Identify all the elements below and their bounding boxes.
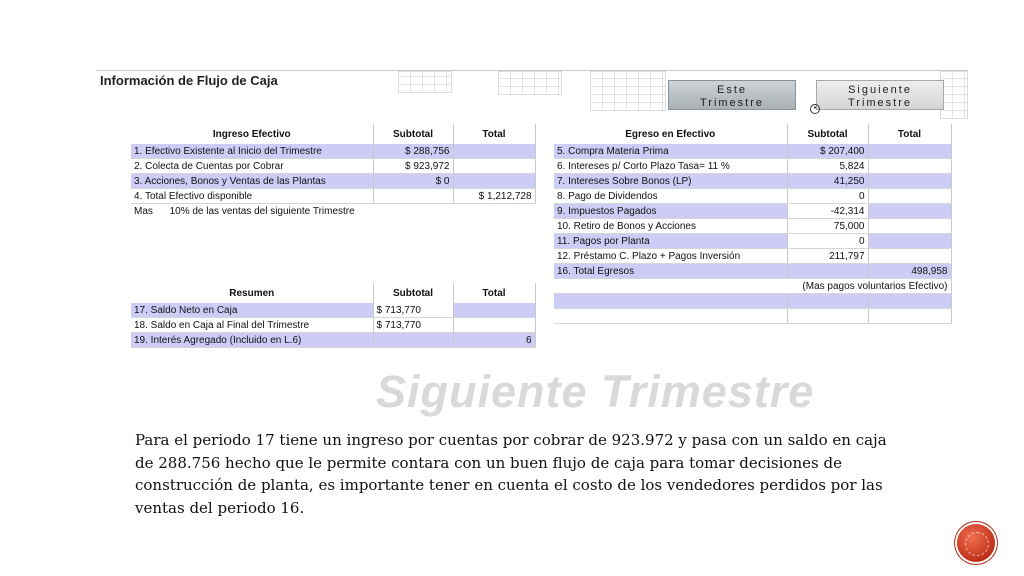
column-header: Subtotal <box>787 124 868 144</box>
subtotal-cell: $ 0 <box>373 174 453 189</box>
row-label: 6. Intereses p/ Corto Plazo Tasa= 11 % <box>554 159 787 174</box>
egreso-table <box>554 124 952 324</box>
tab-siguiente-trimestre[interactable] <box>816 80 944 110</box>
total-cell <box>453 303 535 318</box>
table-row <box>554 144 951 159</box>
total-cell <box>868 144 951 159</box>
tab-label-line2: Trimestre <box>847 97 913 109</box>
table-row <box>554 264 951 279</box>
total-cell <box>868 174 951 189</box>
table-row <box>554 159 951 174</box>
ingreso-note <box>131 204 535 219</box>
total-cell <box>868 159 951 174</box>
subtotal-cell: $ 207,400 <box>787 144 868 159</box>
table-row <box>131 174 535 189</box>
total-cell <box>453 318 535 333</box>
table-row <box>131 303 535 318</box>
subtotal-cell: 5,824 <box>787 159 868 174</box>
total-cell <box>453 144 535 159</box>
table-row <box>131 159 535 174</box>
table-row <box>554 204 951 219</box>
grid-decoration <box>590 71 666 111</box>
row-label: 12. Préstamo C. Plazo + Pagos Inversión <box>554 249 787 264</box>
column-header: Resumen <box>131 283 373 303</box>
table-row <box>131 189 535 204</box>
subtotal-cell: $ 923,972 <box>373 159 453 174</box>
subtotal-cell: 211,797 <box>787 249 868 264</box>
column-header: Ingreso Efectivo <box>131 124 373 144</box>
egreso-note: (Mas pagos voluntarios Efectivo) <box>554 279 951 294</box>
subtotal-cell: 75,000 <box>787 219 868 234</box>
subtotal-cell: $ 713,770 <box>373 318 453 333</box>
total-cell: 6 <box>453 333 535 348</box>
note-prefix: Mas <box>134 205 153 217</box>
row-label: 8. Pago de Dividendos <box>554 189 787 204</box>
row-label: 9. Impuestos Pagados <box>554 204 787 219</box>
total-cell: $ 1,212,728 <box>453 189 535 204</box>
table-row <box>131 318 535 333</box>
subtotal-cell <box>373 189 453 204</box>
cursor-target-icon: • <box>810 104 820 114</box>
row-label: 11. Pagos por Planta <box>554 234 787 249</box>
table-header-row <box>131 283 535 303</box>
total-cell <box>453 174 535 189</box>
note-row <box>131 204 535 219</box>
row-label: 17. Saldo Neto en Caja <box>131 303 373 318</box>
row-label: 19. Interés Agregado (Incluido en L.6) <box>131 333 373 348</box>
row-label: 16. Total Egresos <box>554 264 787 279</box>
table-row <box>554 309 951 324</box>
empty-cell <box>787 294 868 309</box>
resumen-table <box>131 283 536 348</box>
column-header: Total <box>453 124 535 144</box>
subtotal-cell: 0 <box>787 189 868 204</box>
row-label: 7. Intereses Sobre Bonos (LP) <box>554 174 787 189</box>
subtotal-cell <box>787 264 868 279</box>
grid-decoration <box>940 71 968 119</box>
subtotal-cell: $ 713,770 <box>373 303 453 318</box>
total-cell <box>453 159 535 174</box>
table-header-row <box>554 124 951 144</box>
empty-cell <box>868 309 951 324</box>
table-row <box>554 174 951 189</box>
note-row <box>554 279 951 294</box>
empty-cell <box>554 309 787 324</box>
empty-cell <box>868 294 951 309</box>
subtotal-cell: 41,250 <box>787 174 868 189</box>
table-row <box>554 219 951 234</box>
row-label: 18. Saldo en Caja al Final del Trimestre <box>131 318 373 333</box>
subtotal-cell: 0 <box>787 234 868 249</box>
total-cell <box>868 219 951 234</box>
subtotal-cell: $ 288,756 <box>373 144 453 159</box>
tab-label-line1: Siguiente <box>848 84 912 96</box>
table-header-row <box>131 124 535 144</box>
empty-cell <box>554 294 787 309</box>
table-row <box>554 234 951 249</box>
table-row <box>554 249 951 264</box>
row-label: 2. Colecta de Cuentas por Cobrar <box>131 159 373 174</box>
body-paragraph: Para el periodo 17 tiene un ingreso por cuentas por cobrar de 923.972 y pasa con un saldo en caja de 288.756 hecho que le permite contara con un buen flujo de caja para tomar decisiones de construcción de planta, es importante tener en cuenta el costo de los vendedores perdidos por las ventas del periodo 16. <box>135 431 887 517</box>
grid-decoration <box>498 71 562 95</box>
total-cell: 498,958 <box>868 264 951 279</box>
tab-label-line1: Este <box>716 84 747 96</box>
row-label: 3. Acciones, Bonos y Ventas de las Plantas <box>131 174 373 189</box>
column-header: Total <box>868 124 951 144</box>
grid-decoration <box>398 71 452 93</box>
column-header: Total <box>453 283 535 303</box>
subtotal-cell <box>373 333 453 348</box>
total-cell <box>868 249 951 264</box>
note-text: 10% de las ventas del siguiente Trimestre <box>169 205 355 217</box>
watermark-heading: Siguiente Trimestre <box>376 366 815 417</box>
page-title: Información de Flujo de Caja <box>100 73 278 88</box>
row-label: 1. Efectivo Existente al Inicio del Trimestre <box>131 144 373 159</box>
total-cell <box>868 234 951 249</box>
ingreso-table <box>131 124 536 218</box>
row-label: 5. Compra Materia Prima <box>554 144 787 159</box>
empty-cell <box>787 309 868 324</box>
table-row <box>554 189 951 204</box>
table-row <box>554 294 951 309</box>
table-row <box>131 144 535 159</box>
column-header: Subtotal <box>373 124 453 144</box>
table-row <box>131 333 535 348</box>
tab-label-line2: Trimestre <box>699 97 765 109</box>
column-header: Subtotal <box>373 283 453 303</box>
column-header: Egreso en Efectivo <box>554 124 787 144</box>
total-cell <box>868 189 951 204</box>
row-label: 4. Total Efectivo disponible <box>131 189 373 204</box>
tab-este-trimestre[interactable] <box>668 80 796 110</box>
row-label: 10. Retiro de Bonos y Acciones <box>554 219 787 234</box>
presentation-logo-icon <box>957 524 995 562</box>
subtotal-cell: -42,314 <box>787 204 868 219</box>
total-cell <box>868 204 951 219</box>
